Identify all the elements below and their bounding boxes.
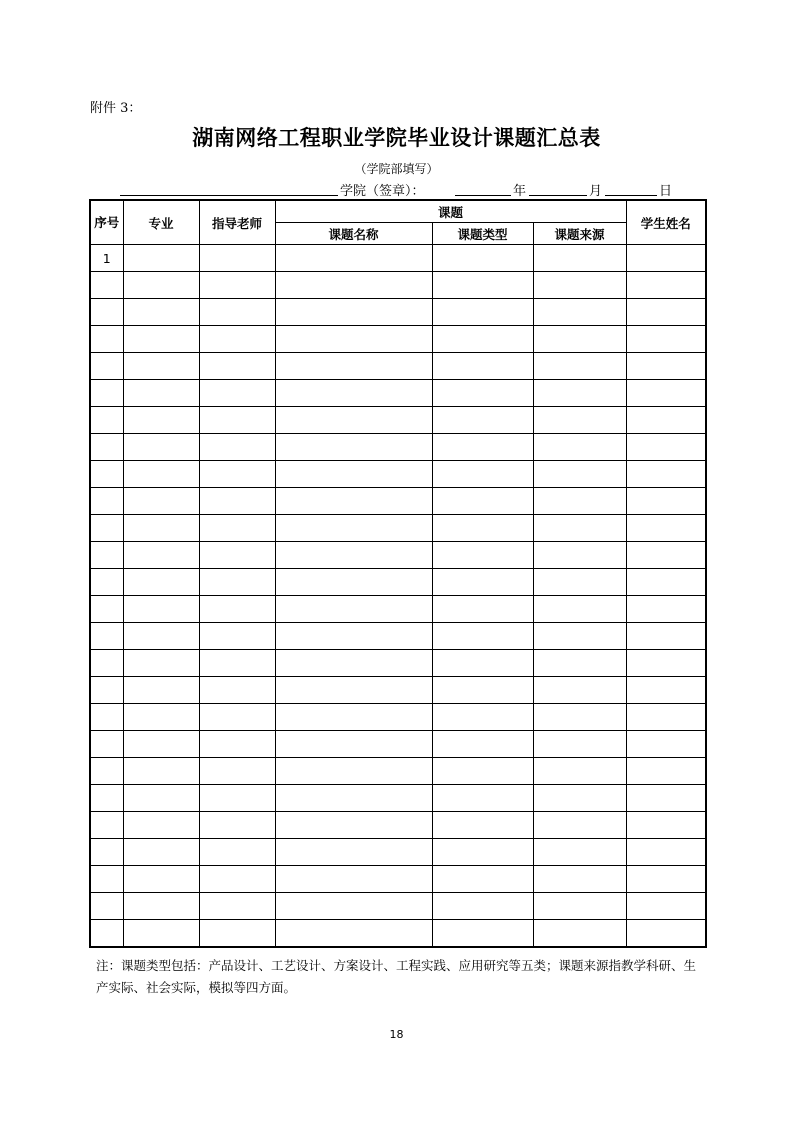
advisor-cell[interactable] xyxy=(199,623,275,650)
seq-cell xyxy=(90,299,123,326)
topic-type-cell[interactable] xyxy=(432,353,533,380)
table-row xyxy=(90,542,706,569)
header-major: 专业 xyxy=(123,200,199,245)
table-row xyxy=(90,677,706,704)
major-cell[interactable] xyxy=(123,542,199,569)
major-cell[interactable] xyxy=(123,353,199,380)
seq-cell xyxy=(90,812,123,839)
seq-cell xyxy=(90,596,123,623)
topic-source-cell[interactable] xyxy=(533,299,626,326)
topic-name-cell[interactable] xyxy=(275,677,432,704)
seq-cell xyxy=(90,785,123,812)
topic-source-cell[interactable] xyxy=(533,542,626,569)
student-name-cell[interactable] xyxy=(626,596,706,623)
topic-type-cell[interactable] xyxy=(432,272,533,299)
topic-name-cell[interactable] xyxy=(275,407,432,434)
topic-source-cell[interactable] xyxy=(533,758,626,785)
table-row xyxy=(90,353,706,380)
topic-name-cell[interactable] xyxy=(275,731,432,758)
topic-type-cell[interactable] xyxy=(432,623,533,650)
attachment-label: 附件 3： xyxy=(90,101,142,116)
signature-line xyxy=(120,180,680,200)
topic-name-cell[interactable] xyxy=(275,839,432,866)
page-subtitle: （学院部填写） xyxy=(354,162,439,176)
seq-cell xyxy=(90,758,123,785)
table-row xyxy=(90,407,706,434)
topic-name-cell[interactable] xyxy=(275,758,432,785)
major-cell[interactable] xyxy=(123,272,199,299)
topic-source-cell[interactable] xyxy=(533,812,626,839)
advisor-cell[interactable] xyxy=(199,758,275,785)
seq-cell xyxy=(90,272,123,299)
seq-cell xyxy=(90,407,123,434)
topic-source-cell[interactable] xyxy=(533,731,626,758)
topic-source-cell[interactable] xyxy=(533,245,626,272)
major-cell[interactable] xyxy=(123,380,199,407)
seq-cell xyxy=(90,650,123,677)
student-name-cell[interactable] xyxy=(626,461,706,488)
seq-cell xyxy=(90,380,123,407)
topic-name-cell[interactable] xyxy=(275,488,432,515)
seq-cell xyxy=(90,893,123,920)
topic-source-cell[interactable] xyxy=(533,488,626,515)
table-row xyxy=(90,569,706,596)
header-topic-source: 课题来源 xyxy=(533,223,626,245)
topic-type-cell[interactable] xyxy=(432,812,533,839)
topic-source-cell[interactable] xyxy=(533,785,626,812)
student-name-cell[interactable] xyxy=(626,245,706,272)
student-name-cell[interactable] xyxy=(626,407,706,434)
major-cell[interactable] xyxy=(123,326,199,353)
seq-cell xyxy=(90,704,123,731)
advisor-cell[interactable] xyxy=(199,272,275,299)
page-number: 18 xyxy=(389,1028,404,1041)
student-name-cell[interactable] xyxy=(626,920,706,948)
major-cell[interactable] xyxy=(123,434,199,461)
header-advisor: 指导老师 xyxy=(199,200,275,245)
topic-name-cell[interactable] xyxy=(275,623,432,650)
student-name-cell[interactable] xyxy=(626,731,706,758)
seq-cell: 1 xyxy=(90,245,123,272)
student-name-cell[interactable] xyxy=(626,434,706,461)
table-row xyxy=(90,623,706,650)
student-name-cell[interactable] xyxy=(626,515,706,542)
major-cell[interactable] xyxy=(123,407,199,434)
table-row xyxy=(90,839,706,866)
major-cell[interactable] xyxy=(123,488,199,515)
major-cell[interactable] xyxy=(123,785,199,812)
table-row xyxy=(90,272,706,299)
seq-cell xyxy=(90,866,123,893)
topic-summary-table xyxy=(89,199,707,948)
table-row xyxy=(90,434,706,461)
student-name-cell[interactable] xyxy=(626,839,706,866)
day-blank[interactable] xyxy=(605,195,657,196)
advisor-cell[interactable] xyxy=(199,731,275,758)
table-row xyxy=(90,893,706,920)
table-row xyxy=(90,704,706,731)
student-name-cell[interactable] xyxy=(626,326,706,353)
table-row xyxy=(90,380,706,407)
header-topic: 课题 xyxy=(275,200,626,223)
major-cell[interactable] xyxy=(123,299,199,326)
advisor-cell[interactable] xyxy=(199,839,275,866)
seq-cell xyxy=(90,623,123,650)
student-name-cell[interactable] xyxy=(626,272,706,299)
topic-type-cell[interactable] xyxy=(432,515,533,542)
topic-name-cell[interactable] xyxy=(275,461,432,488)
major-cell[interactable] xyxy=(123,758,199,785)
seq-cell xyxy=(90,839,123,866)
table-row xyxy=(90,461,706,488)
advisor-cell[interactable] xyxy=(199,677,275,704)
table-row xyxy=(90,758,706,785)
topic-source-cell[interactable] xyxy=(533,920,626,948)
major-cell[interactable] xyxy=(123,704,199,731)
advisor-cell[interactable] xyxy=(199,596,275,623)
major-cell[interactable] xyxy=(123,650,199,677)
student-name-cell[interactable] xyxy=(626,893,706,920)
topic-source-cell[interactable] xyxy=(533,623,626,650)
topic-type-cell[interactable] xyxy=(432,407,533,434)
topic-name-cell[interactable] xyxy=(275,434,432,461)
topic-type-cell[interactable] xyxy=(432,731,533,758)
topic-source-cell[interactable] xyxy=(533,515,626,542)
header-student-name: 学生姓名 xyxy=(626,200,706,245)
seq-cell xyxy=(90,731,123,758)
topic-type-cell[interactable] xyxy=(432,461,533,488)
advisor-cell[interactable] xyxy=(199,407,275,434)
advisor-cell[interactable] xyxy=(199,542,275,569)
advisor-cell[interactable] xyxy=(199,569,275,596)
day-label: 日 xyxy=(659,184,673,199)
advisor-cell[interactable] xyxy=(199,326,275,353)
advisor-cell[interactable] xyxy=(199,299,275,326)
table-row xyxy=(90,299,706,326)
major-cell[interactable] xyxy=(123,812,199,839)
topic-name-cell[interactable] xyxy=(275,353,432,380)
major-cell[interactable] xyxy=(123,515,199,542)
header-topic-type: 课题类型 xyxy=(432,223,533,245)
topic-source-cell[interactable] xyxy=(533,866,626,893)
table-row xyxy=(90,245,706,272)
seq-cell xyxy=(90,569,123,596)
table-row xyxy=(90,920,706,948)
advisor-cell[interactable] xyxy=(199,650,275,677)
table-row xyxy=(90,596,706,623)
topic-type-cell[interactable] xyxy=(432,704,533,731)
topic-type-cell[interactable] xyxy=(432,758,533,785)
major-cell[interactable] xyxy=(123,245,199,272)
page-title: 湖南网络工程职业学院毕业设计课题汇总表 xyxy=(192,126,601,150)
advisor-cell[interactable] xyxy=(199,920,275,948)
topic-type-cell[interactable] xyxy=(432,488,533,515)
topic-source-cell[interactable] xyxy=(533,461,626,488)
table-row xyxy=(90,812,706,839)
topic-type-cell[interactable] xyxy=(432,650,533,677)
advisor-cell[interactable] xyxy=(199,245,275,272)
student-name-cell[interactable] xyxy=(626,380,706,407)
topic-type-cell[interactable] xyxy=(432,785,533,812)
header-seq: 序号 xyxy=(90,200,123,245)
topic-name-cell[interactable] xyxy=(275,866,432,893)
major-cell[interactable] xyxy=(123,596,199,623)
student-name-cell[interactable] xyxy=(626,785,706,812)
major-cell[interactable] xyxy=(123,839,199,866)
table-row xyxy=(90,488,706,515)
topic-source-cell[interactable] xyxy=(533,353,626,380)
advisor-cell[interactable] xyxy=(199,488,275,515)
year-label: 年 xyxy=(513,184,527,199)
student-name-cell[interactable] xyxy=(626,650,706,677)
advisor-cell[interactable] xyxy=(199,434,275,461)
topic-source-cell[interactable] xyxy=(533,650,626,677)
topic-source-cell[interactable] xyxy=(533,677,626,704)
advisor-cell[interactable] xyxy=(199,812,275,839)
seq-cell xyxy=(90,677,123,704)
student-name-cell[interactable] xyxy=(626,623,706,650)
topic-type-cell[interactable] xyxy=(432,677,533,704)
topic-source-cell[interactable] xyxy=(533,569,626,596)
topic-source-cell[interactable] xyxy=(533,596,626,623)
topic-name-cell[interactable] xyxy=(275,515,432,542)
major-cell[interactable] xyxy=(123,731,199,758)
topic-name-cell[interactable] xyxy=(275,920,432,948)
student-name-cell[interactable] xyxy=(626,677,706,704)
table-row xyxy=(90,326,706,353)
student-name-cell[interactable] xyxy=(626,299,706,326)
major-cell[interactable] xyxy=(123,866,199,893)
advisor-cell[interactable] xyxy=(199,515,275,542)
topic-name-cell[interactable] xyxy=(275,380,432,407)
year-blank[interactable] xyxy=(455,195,511,196)
footnote: 注：课题类型包括：产品设计、工艺设计、方案设计、工程实践、应用研究等五类；课题来源指教学科研、生产实际、社会实际，模拟等四方面。 xyxy=(96,958,697,995)
topic-type-cell[interactable] xyxy=(432,434,533,461)
topic-name-cell[interactable] xyxy=(275,785,432,812)
advisor-cell[interactable] xyxy=(199,704,275,731)
major-cell[interactable] xyxy=(123,623,199,650)
topic-type-cell[interactable] xyxy=(432,245,533,272)
topic-type-cell[interactable] xyxy=(432,866,533,893)
topic-type-cell[interactable] xyxy=(432,569,533,596)
table-body xyxy=(90,245,706,948)
topic-name-cell[interactable] xyxy=(275,650,432,677)
topic-source-cell[interactable] xyxy=(533,704,626,731)
topic-name-cell[interactable] xyxy=(275,299,432,326)
seq-cell xyxy=(90,515,123,542)
topic-name-cell[interactable] xyxy=(275,245,432,272)
topic-name-cell[interactable] xyxy=(275,704,432,731)
topic-source-cell[interactable] xyxy=(533,434,626,461)
topic-name-cell[interactable] xyxy=(275,893,432,920)
topic-source-cell[interactable] xyxy=(533,272,626,299)
student-name-cell[interactable] xyxy=(626,488,706,515)
major-cell[interactable] xyxy=(123,461,199,488)
major-cell[interactable] xyxy=(123,920,199,948)
student-name-cell[interactable] xyxy=(626,353,706,380)
college-name-blank[interactable] xyxy=(120,195,338,196)
month-label: 月 xyxy=(589,184,603,199)
advisor-cell[interactable] xyxy=(199,380,275,407)
topic-type-cell[interactable] xyxy=(432,893,533,920)
seq-cell xyxy=(90,353,123,380)
table-row xyxy=(90,650,706,677)
table-row xyxy=(90,785,706,812)
table-row xyxy=(90,515,706,542)
student-name-cell[interactable] xyxy=(626,704,706,731)
header-topic-name: 课题名称 xyxy=(275,223,432,245)
seq-cell xyxy=(90,326,123,353)
topic-name-cell[interactable] xyxy=(275,569,432,596)
college-seal-label: 学院（签章）： xyxy=(340,184,425,199)
student-name-cell[interactable] xyxy=(626,812,706,839)
student-name-cell[interactable] xyxy=(626,758,706,785)
topic-name-cell[interactable] xyxy=(275,596,432,623)
topic-name-cell[interactable] xyxy=(275,812,432,839)
student-name-cell[interactable] xyxy=(626,542,706,569)
topic-type-cell[interactable] xyxy=(432,299,533,326)
advisor-cell[interactable] xyxy=(199,893,275,920)
seq-cell xyxy=(90,461,123,488)
topic-source-cell[interactable] xyxy=(533,893,626,920)
topic-source-cell[interactable] xyxy=(533,326,626,353)
topic-type-cell[interactable] xyxy=(432,380,533,407)
topic-source-cell[interactable] xyxy=(533,839,626,866)
seq-cell xyxy=(90,542,123,569)
student-name-cell[interactable] xyxy=(626,866,706,893)
month-blank[interactable] xyxy=(529,195,587,196)
topic-name-cell[interactable] xyxy=(275,326,432,353)
seq-cell xyxy=(90,920,123,948)
topic-name-cell[interactable] xyxy=(275,272,432,299)
advisor-cell[interactable] xyxy=(199,785,275,812)
topic-type-cell[interactable] xyxy=(432,839,533,866)
advisor-cell[interactable] xyxy=(199,353,275,380)
table-row xyxy=(90,866,706,893)
seq-cell xyxy=(90,434,123,461)
major-cell[interactable] xyxy=(123,569,199,596)
major-cell[interactable] xyxy=(123,677,199,704)
topic-name-cell[interactable] xyxy=(275,542,432,569)
advisor-cell[interactable] xyxy=(199,461,275,488)
topic-type-cell[interactable] xyxy=(432,596,533,623)
topic-source-cell[interactable] xyxy=(533,407,626,434)
table-row xyxy=(90,731,706,758)
student-name-cell[interactable] xyxy=(626,569,706,596)
topic-source-cell[interactable] xyxy=(533,380,626,407)
topic-type-cell[interactable] xyxy=(432,920,533,948)
topic-type-cell[interactable] xyxy=(432,326,533,353)
topic-type-cell[interactable] xyxy=(432,542,533,569)
seq-cell xyxy=(90,488,123,515)
advisor-cell[interactable] xyxy=(199,866,275,893)
major-cell[interactable] xyxy=(123,893,199,920)
